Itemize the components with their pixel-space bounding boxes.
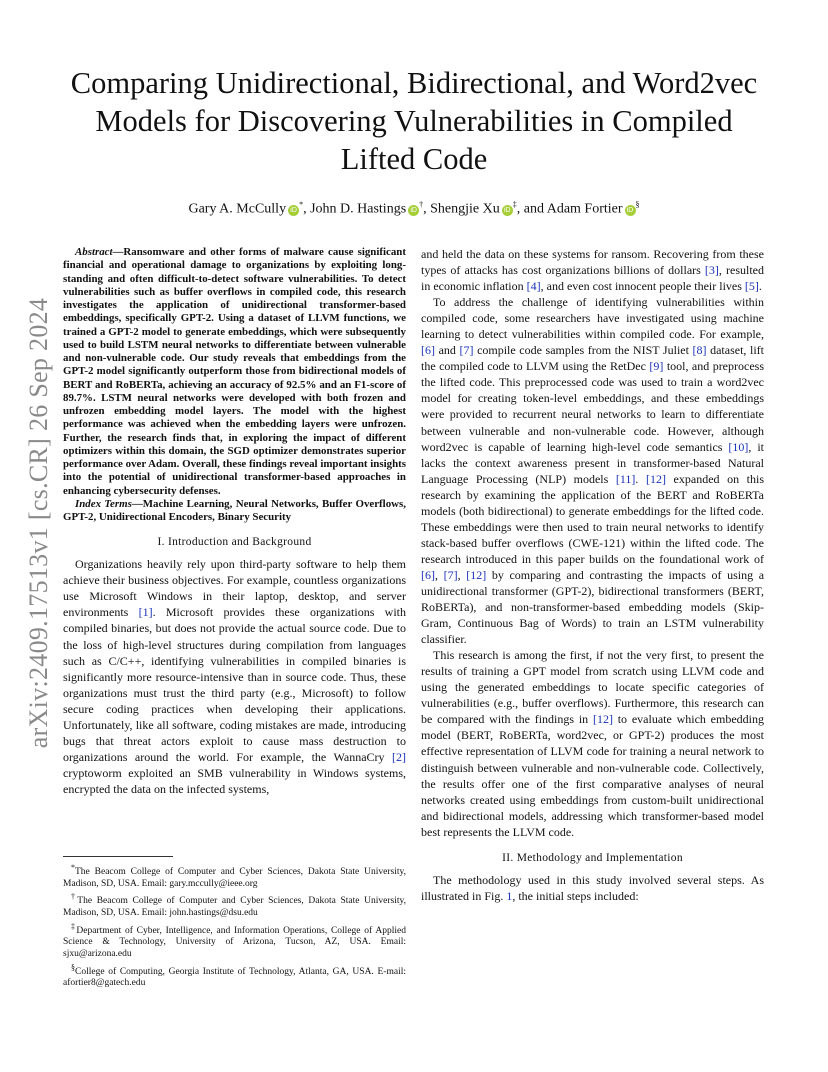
author-list: Gary A. McCully iD*, John D. Hastings iD†, Shengjie Xu iD‡, and Adam Fortier iD§ [188, 200, 640, 217]
body-paragraph: This research is among the first, if not the very first, to present the results of training a GPT model from scratch using LLVM code and using the generated embeddings to locate specific categories of vulnerabilities (e.g., buffer overflows). Furthermore, this research can be compared with the findings in [12] to evaluate which embedding model (BERT, RoBERTa, word2vec, or GPT-2) produces the most effective representation of LLVM code for training a neural network to distinguish between vulnerable and non-vulnerable code. Collectively, the results offer one of the first comparative analyses of neural networks created using embeddings from custom-built unidirectional and bidirectional models, addressing which transformer-based model best represents the LLVM code. [421, 648, 765, 839]
citation-link[interactable]: [3] [704, 263, 719, 278]
index-terms-label: Index Terms [75, 497, 132, 510]
footnote: ‡Department of Cyber, Intelligence, and Information Operations, College of Applied Science & Technology, University of Arizona, Tucson, AZ, USA. Email: sjxu@arizona.edu [63, 921, 406, 960]
author-name: John D. Hastings [310, 201, 407, 217]
footnotes [63, 856, 406, 991]
citation-link[interactable]: [6] [421, 567, 435, 582]
author-affiliation-mark: ‡ [512, 200, 517, 209]
author-affiliation-mark: † [419, 200, 424, 209]
orcid-icon[interactable]: iD [408, 205, 419, 216]
body-paragraph: and held the data on these systems for ransom. Recovering from these types of attacks has cost organizations billions of dollars [3], resulted in economic inflation [4], and even cost innocent people their lives [5]. [421, 247, 764, 294]
citation-link[interactable]: [11] [615, 471, 636, 486]
section-heading-introduction: I. Introduction and Background [157, 536, 312, 549]
orcid-icon[interactable]: iD [288, 205, 299, 216]
citation-link[interactable]: [4] [526, 279, 541, 294]
author-name: Shengjie Xu [430, 201, 500, 217]
footnote: §College of Computing, Georgia Institute of Technology, Atlanta, GA, USA. E-mail: afortier8@gatech.edu [63, 962, 406, 989]
citation-link[interactable]: [6] [421, 343, 435, 358]
right-column [421, 246, 764, 904]
author-name: Adam Fortier [546, 201, 623, 217]
body-paragraph: The methodology used in this study involved several steps. As illustrated in Fig. 1, the initial steps included: [421, 872, 764, 903]
footnote: *The Beacom College of Computer and Cyber Sciences, Dakota State University, Madison, SD, USA. Email: gary.mccully@ieee.org [63, 863, 406, 889]
index-terms-text: —Machine Learning, Neural Networks, Buffer Overflows, GPT-2, Unidirectional Encoders, Binary Security [63, 497, 406, 523]
body-paragraph: To address the challenge of identifying vulnerabilities within compiled code, some researchers have investigated using machine learning to detect vulnerabilities within compiled code. For example, [6] and [7] compile code samples from the NIST Juliet [8] dataset, lift the compiled code to LLVM using the RetDec [9] tool, and preprocess the lifted code. This preprocessed code was used to train a word2vec model for creating token-level embeddings, and these embeddings were provided to recurrent neural networks to learn to differentiate between vulnerable and non-vulnerable code. However, although word2vec is capable of learning high-level code semantics [10], it lacks the context awareness present in transformer-based Natural Language Processing (NLP) models [11]. [12] expanded on this research by examining the application of the BERT and RoBERTa models (both bidirectional) to generate embeddings for the lifted code. These embeddings were then used to train neural networks to identify stack-based buffer overflows (CWE-121) within the lifted code. The research introduced in this paper builds on the foundational work of [6], [7], [12] by comparing and contrasting the impacts of using a unidirectional transformer (GPT-2), bidirectional transformers (BERT, RoBERTa), and non-transformer-based embedding models (Skip-Gram, Continuous Bag of Words) to train an LSTM vulnerability classifier. [421, 295, 765, 647]
citation-link[interactable]: [5] [744, 279, 759, 294]
footnote: †The Beacom College of Computer and Cyber Sciences, Dakota State University, Madison, SD, USA. Email: john.hastings@dsu.edu [63, 892, 406, 919]
orcid-icon[interactable]: iD [625, 205, 636, 216]
figure-reference-link[interactable]: 1 [506, 888, 513, 903]
arxiv-identifier [18, 288, 60, 758]
author-name: Gary A. McCully [188, 201, 287, 217]
section-heading-methodology: II. Methodology and Implementation [502, 851, 683, 864]
citation-link[interactable]: [7] [459, 343, 474, 358]
citation-link[interactable]: [10] [728, 439, 749, 454]
orcid-icon[interactable]: iD [502, 205, 513, 216]
left-column [63, 246, 406, 797]
citation-link[interactable]: [9] [649, 359, 664, 374]
author-affiliation-mark: * [299, 200, 304, 209]
citation-link[interactable]: [2] [392, 749, 406, 764]
citation-link[interactable]: [12] [466, 567, 487, 582]
paper-title: Comparing Unidirectional, Bidirectional, and Word2vec Models for Discovering Vulnerabilities in Compiled Lifted Code [70, 66, 758, 176]
abstract-label: Abstract [75, 246, 113, 258]
abstract-text: —Ransomware and other forms of malware cause significant financial and operational damage to organizations by exploiting long-standing and often difficult-to-detect software vulnerabilities. To detect vulnerabilities such as buffer overflows in compiled code, this research investigates the application of unidirectional transformer-based embeddings, specifically GPT-2. Using a dataset of LLVM functions, we trained a GPT-2 model to generate embeddings, which were subsequently used to build LSTM neural networks to differentiate between vulnerable and non-vulnerable code. Our study reveals that embeddings from the GPT-2 model significantly outperform those from bidirectional models of BERT and RoBERTa, achieving an accuracy of 92.5% and an F1-score of 89.7%. LSTM neural networks were developed with both frozen and unfrozen embedding model layers. The model with the highest performance was achieved when the embedding layers were unfrozen. Further, the research finds that, in exploring the impact of different optimizers within this domain, the SGD optimizer demonstrates superior performance over Adam. Overall, these findings reveal important insights into the potential of unidirectional transformer-based approaches in enhancing cybersecurity defenses. [63, 246, 406, 497]
footnote-divider [63, 856, 173, 857]
citation-link[interactable]: [7] [443, 567, 458, 582]
arxiv-identifier-text: arXiv:2409.17513v1 [cs.CR] 26 Sep 2024 [24, 297, 54, 749]
citation-link[interactable]: [8] [692, 343, 707, 358]
citation-link[interactable]: [12] [592, 712, 613, 727]
abstract [63, 246, 406, 498]
citation-link[interactable]: [1] [138, 605, 153, 620]
author-affiliation-mark: § [635, 200, 640, 209]
index-terms [63, 498, 406, 525]
citation-link[interactable]: [12] [645, 471, 666, 486]
intro-paragraph: Organizations heavily rely upon third-party software to help them achieve their business objectives. For example, countless organizations use Microsoft Windows in their laptop, desktop, and server environments [1]. Microsoft provides these organizations with compiled binaries, but does not provide the actual source code. Due to the loss of high-level structures during compilation from languages such as C/C++, identifying vulnerabilities in compiled binaries is significantly more resource-intensive than in source code. Thus, these organizations must trust the third party (e.g., Microsoft) to follow secure coding practices when developing their applications. Unfortunately, like all software, coding mistakes are made, introducing bugs that threat actors exploit to cause mass destruction to organizations around the world. For example, the WannaCry [2] cryptoworm exploited an SMB vulnerability in Windows systems, encrypted the data on the infected systems, [63, 557, 406, 796]
